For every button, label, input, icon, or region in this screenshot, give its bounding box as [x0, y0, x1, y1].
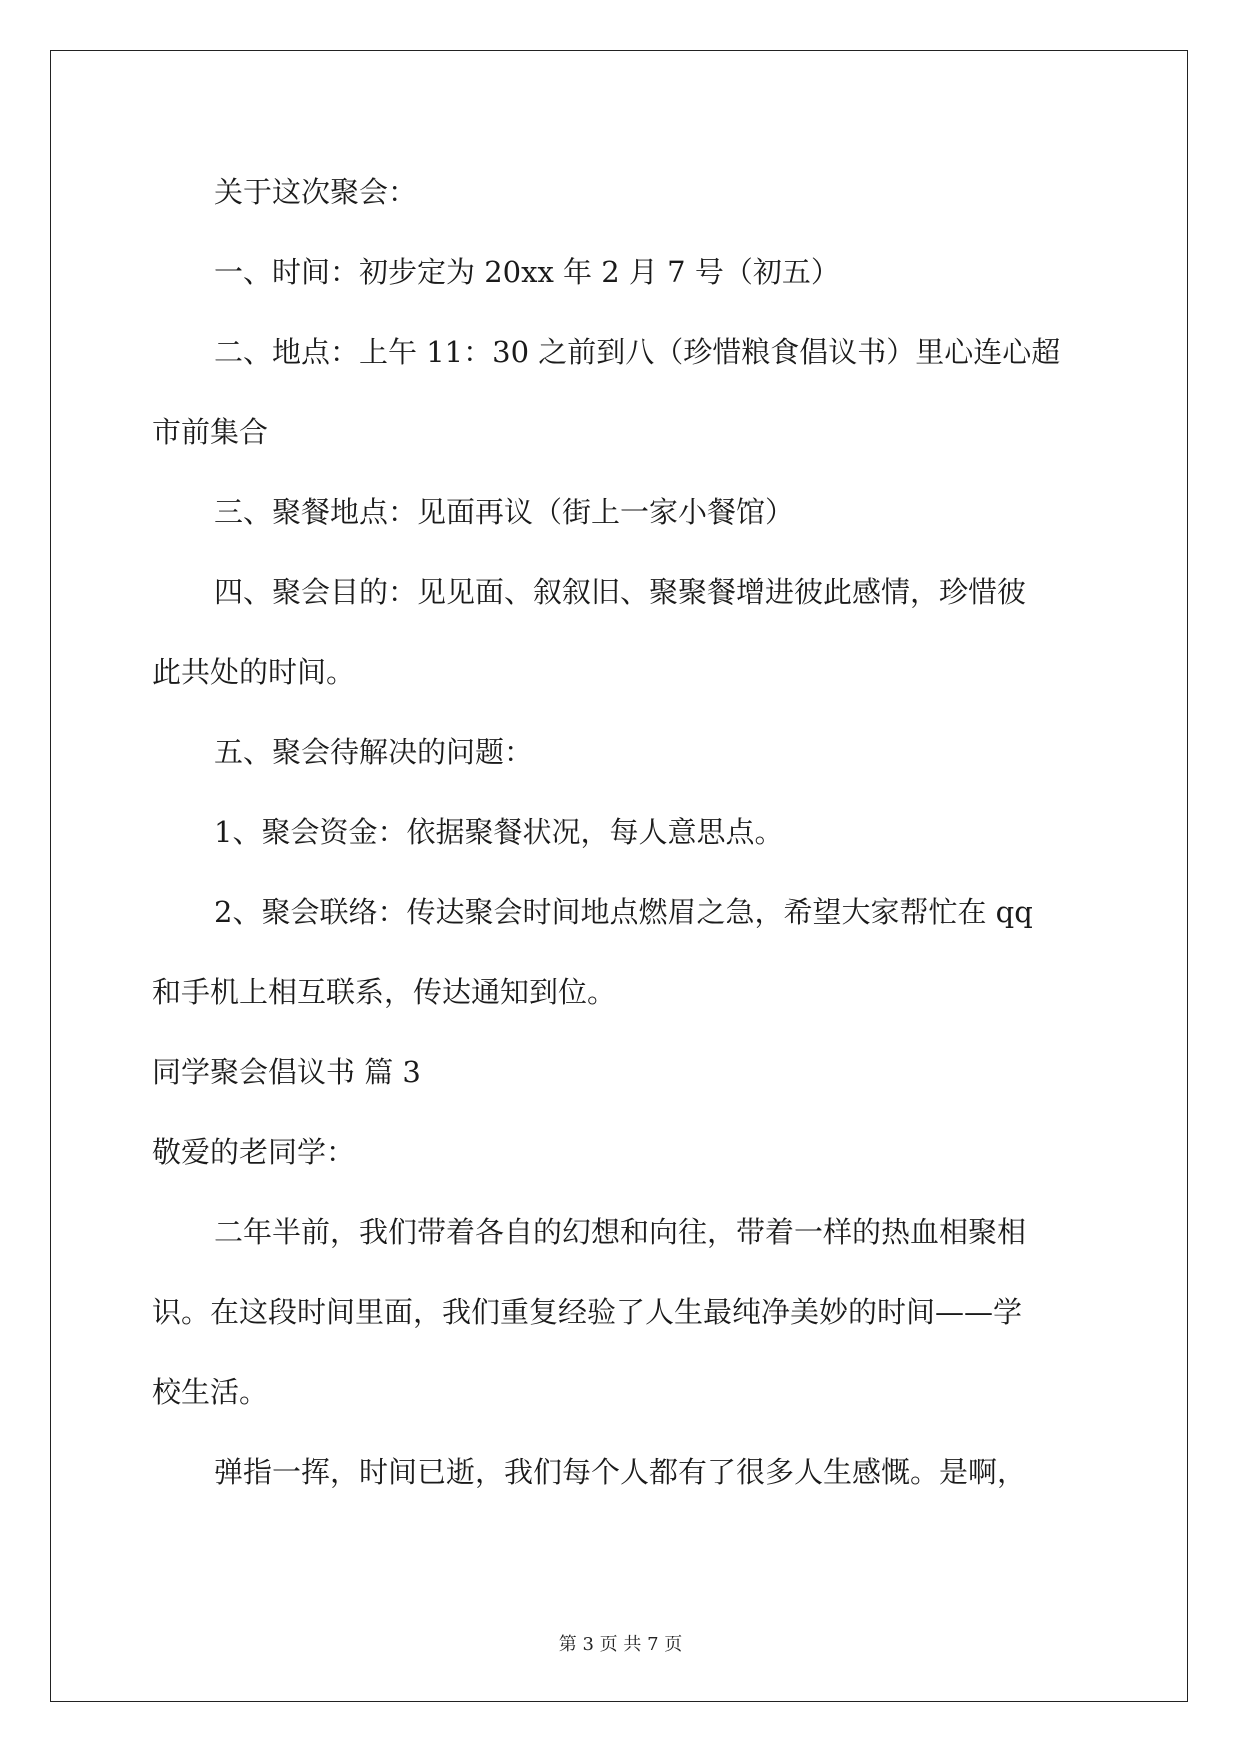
- text-line: 五、聚会待解决的问题：: [214, 735, 534, 769]
- text-line: 校生活。: [152, 1375, 269, 1409]
- text-line: 关于这次聚会：: [214, 175, 418, 209]
- text-line: 一、时间：初步定为 20xx 年 2 月 7 号（初五）: [214, 255, 840, 289]
- text-line: 四、聚会目的：见见面、叙叙旧、聚聚餐增进彼此感情，珍惜彼: [214, 575, 1027, 609]
- text-line: 二年半前，我们带着各自的幻想和向往，带着一样的热血相聚相: [214, 1215, 1027, 1249]
- text-line: 弹指一挥，时间已逝，我们每个人都有了很多人生感慨。是啊，: [214, 1455, 1027, 1489]
- section-heading: 同学聚会倡议书 篇 3: [152, 1055, 421, 1089]
- text-line: 和手机上相互联系，传达通知到位。: [152, 975, 617, 1009]
- text-line: 1、聚会资金：依据聚餐状况，每人意思点。: [214, 815, 784, 849]
- text-line: 识。在这段时间里面，我们重复经验了人生最纯净美妙的时间——学: [152, 1295, 1023, 1329]
- text-line: 2、聚会联络：传达聚会时间地点燃眉之急，希望大家帮忙在 qq: [214, 895, 1033, 929]
- text-line: 三、聚餐地点：见面再议（街上一家小餐馆）: [214, 495, 795, 529]
- text-line: 此共处的时间。: [152, 655, 356, 689]
- text-line: 市前集合: [152, 415, 269, 449]
- page-number: 第 3 页 共 7 页: [558, 1634, 683, 1655]
- salutation: 敬爱的老同学：: [152, 1135, 356, 1169]
- text-line: 二、地点：上午 11：30 之前到八（珍惜粮食倡议书）里心连心超: [214, 335, 1061, 369]
